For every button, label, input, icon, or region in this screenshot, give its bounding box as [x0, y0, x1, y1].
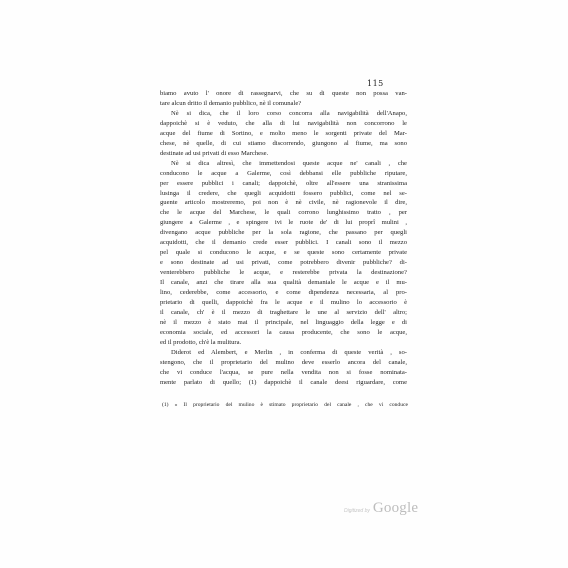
text-line: guente articolo mostreremo, poi non è nè civile, nè ragionevole il dire, [160, 199, 407, 207]
text-line: acque del fiume di Sortino, e molto meno le sorgenti private del Mar- [160, 129, 407, 137]
text-line: pel quale si conducono le acque, e se queste sono certamente private [160, 249, 407, 257]
text-line: Il canale, anzi che tirare alla sua qualità demaniale le acque e il mu- [160, 279, 407, 287]
text-line: dappoichè si è veduto, che alla di lui navigabilità non concorrono le [160, 119, 407, 127]
body-text [160, 89, 407, 388]
text-line: Diderot ed Alembert, e Merlin , in conferma di queste verità , so- [171, 348, 407, 356]
text-line: che le acque del Marchese, le quali corrono lunghissimo tratto , per [160, 209, 407, 217]
text-line: giungere a Galerme , e spingere ivi le ruote de' di lui proprî mulini , [160, 219, 407, 227]
page-number: 115 [367, 79, 384, 88]
text-line: destinate ad usi privati di esso Marchese. [160, 149, 269, 157]
text-line: conducono le acque a Galerme, così debbansi elle pubbliche riputare, [160, 169, 407, 177]
text-line: venterebbero pubbliche le acque, e resterebbe privata la destinazione? [160, 269, 407, 277]
digitized-by-label: Digitized by [344, 508, 370, 514]
text-line: e sono destinate ad usi privati, come potrebbero divenir pubbliche? di- [160, 259, 407, 267]
text-line: divengano acque pubbliche per la sola ragione, che passano per quegli [160, 229, 407, 237]
text-line: nè il mezzo è stato mai il principale, nel linguaggio della legge e di [160, 318, 407, 326]
text-line: prietario di quelli, dappoichè fra le acque e il mulino lo accessorio è [160, 299, 407, 307]
text-line: lino, cederebbe, come accessorio, e come dipendenza necessaria, al pro- [160, 289, 407, 297]
text-line: mente parlato di quello; (1) dappoichè il canale deesi riguardare, come [160, 378, 407, 386]
google-logo: Google [372, 500, 419, 516]
text-line: ed il prodotto, ch'è la mulitura. [160, 338, 242, 346]
text-line: per essere pubblici i canali; dappoichè, oltre all'essere una stranissima [160, 179, 407, 187]
text-line: il canale, ch' è il mezzo di traghettare le une al servizio dell' altro; [160, 308, 407, 316]
text-line: lusinga il credere, che quegli acquidotti fossero pubblici, come nel se- [160, 189, 407, 197]
text-line: biamo avuto l' onore di rassegnarvi, che su di queste non possa van- [160, 90, 407, 97]
text-line: Nè si dica, che il loro corso concorra alla navigabilità dell'Anapo, [171, 109, 407, 117]
text-line: tare alcun dritto il demanio pubblico, nè il comunale? [160, 99, 302, 107]
footnote: (1) » Il proprietario del mulino è stimato proprietario del canale , che vi conduce [162, 402, 408, 408]
text-line: economia sociale, ed accessori la causa producente, che sono le acque, [160, 328, 407, 336]
text-line: che vi conduce l'acqua, se pure nella vendita non si fosse nominata- [160, 368, 407, 376]
text-line: chese, nè quelle, di cui stiamo discorrendo, giungono al fiume, ma sono [160, 139, 407, 147]
text-line: stengono, che il proprietario del mulino deve esserlo ancora del canale, [160, 358, 407, 366]
google-watermark [344, 500, 418, 517]
text-line: Nè si dica altresì, che immettendosi queste acque ne' canali , che [171, 159, 407, 167]
text-line: acquidotti, che il demanio crede esser pubblici. I canali sono il mezzo [160, 239, 407, 247]
